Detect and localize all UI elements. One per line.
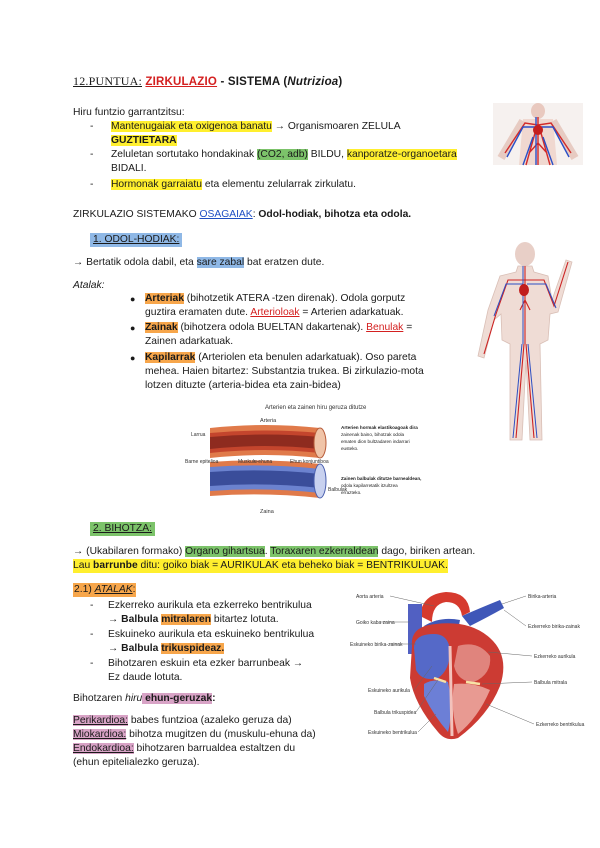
intro-item-3: Hormonak garraiatu eta elementu zelularrak zirkulatu. (111, 179, 356, 190)
heart-label-left-2: Eskuineko birika-zainak (350, 642, 403, 648)
zainak-item: Zainak (bihotzera odola BUELTAN dakartenak). Benulak = Zainen adarkatuak. (145, 322, 413, 347)
heart-label-right-1: Ezkerreko birika-zainak (528, 624, 580, 630)
heart-label-left-4: Balbula trikuspidea (374, 710, 417, 716)
vessel-note-1-line-3: ematen dion bultzadaren indarrari (341, 439, 410, 444)
vessel-note-2-line-3: errazteko. (341, 490, 362, 495)
vessel-note-2-line-1: Zainen balbulak ditutze barnealdean, (341, 476, 422, 481)
osagaiak-line: ZIRKULAZIO SISTEMAKO OSAGAIAK: Odol-hodiak, bihotza eta odola. (73, 209, 412, 220)
vessel-caption: Arterien eta zainen hiru geruza ditutze (265, 405, 367, 411)
miokardioa-line: Miokardioa: bihotza mugitzen du (muskulu-ehuna da) (73, 729, 316, 740)
circulatory-system-image (493, 103, 583, 165)
intro-item-1: Mantenugaiak eta oxigenoa banatu → Organismoaren ZELULA GUZTIETARA (111, 121, 401, 146)
section-heading-odol-hodiak: 1. ODOL-HODIAK: (90, 233, 182, 247)
intro-heading: Hiru funtzio garrantzitsu: (73, 107, 185, 118)
intro-item-2: Zeluletan sortutako hondakinak (CO2, adb) BILDU, kanporatze-organoetara BIDALI. (111, 149, 457, 174)
bihotza-line-1: → (Ukabilaren formako) Organo gihartsua. Toraxaren ezkerraldean dago, biriken artean. (73, 546, 476, 557)
vessel-note-1-line-4: eusteko. (341, 446, 359, 451)
section-heading-bihotza: 2. BIHOTZA: (90, 522, 155, 536)
arteriak-item: Arteriak (bihotzetik ATERA -tzen direnak). Odola gorputz guztira eramaten dute. Arterioloak = Arterien adarkatuak. (145, 293, 406, 318)
odol-hodiak-line: → Bertatik odola dabil, eta sare zabal bat eratzen dute. (73, 257, 325, 268)
label-balbulak: Balbulak (328, 487, 348, 493)
label-zaina: Zaina (260, 509, 274, 515)
heart-label-left-1: Goiko kaba zaina (356, 620, 395, 626)
heart-label-right-0: Birika-arteria (528, 594, 557, 600)
label-muskulu-ehuna: Muskulu-ehuna (238, 459, 273, 465)
vessel-note-1-line-1: Arterien hormak elastikoagoak dira (341, 425, 418, 430)
bihotza-line-2: Lau barrunbe ditu: goiko biak = AURIKULAK eta beheko biak = BENTRIKULUAK. (73, 560, 448, 571)
label-arteria: Arteria (260, 418, 277, 424)
heart-label-right-3: Balbula mitrala (534, 680, 568, 686)
heart-label-right-4: Ezkerreko bentrikulua (536, 722, 585, 728)
label-barne-epitelioa: Barne epitelioa (185, 459, 219, 465)
heart-label-right-2: Ezkerreko aurikula (534, 654, 576, 660)
heart-diagram (350, 586, 585, 746)
label-larrua: Larrua (191, 432, 206, 438)
label-ehun-konjuntiboa: Ehun konjuntiboa (290, 459, 329, 465)
atalak-heading: 2.1) ATALAK: (74, 584, 136, 595)
heart-label-left-3: Eskuineko aurikula (368, 688, 410, 694)
atalak-item-1: Ezkerreko aurikula eta ezkerreko bentrikulua → Balbula mitralaren bitartez lotuta. (108, 600, 312, 625)
atalak-item-3: Bihotzaren eskuin eta ezker barrunbeak → Ez daude lotuta. (108, 658, 304, 683)
endokardioa-line: Endokardioa: bihotzaren barrualdea estaltzen du (ehun epitelialezko geruza). (73, 743, 296, 768)
heart-label-left-5: Eskuineko bentrikulua (368, 730, 417, 736)
vessel-note-1-line-2: zainenak baino, bihotzak odola (341, 432, 405, 437)
atalak-item-2: Eskuineko aurikula eta eskuineko bentrikulua → Balbula trikuspideaz. (108, 629, 315, 654)
geruzak-heading: Bihotzaren hiru ehun-geruzak: (73, 693, 216, 704)
human-body-image (468, 240, 583, 445)
kapilarrak-item: Kapilarrak (Arteriolen eta benulen adarkatuak). Oso pareta mehea. Haien bitartez: Substantzia trukea. Bi zirkulazio-mota lotzen dituzte (arteria-bidea eta zain-bidea) (145, 352, 424, 391)
atalak-label: Atalak: (73, 280, 105, 291)
page-title: 12.PUNTUA: ZIRKULAZIO - SISTEMA (Nutrizioa) (73, 74, 343, 88)
vessel-layers-figure (185, 400, 445, 520)
vessel-note-2-line-2: odola kapilarretatik itzultzea (341, 483, 398, 488)
heart-label-left-0: Aorta arteria (356, 594, 384, 600)
perikardioa-line: Perikardioa: babes funtzioa (azaleko geruza da) (73, 715, 292, 726)
